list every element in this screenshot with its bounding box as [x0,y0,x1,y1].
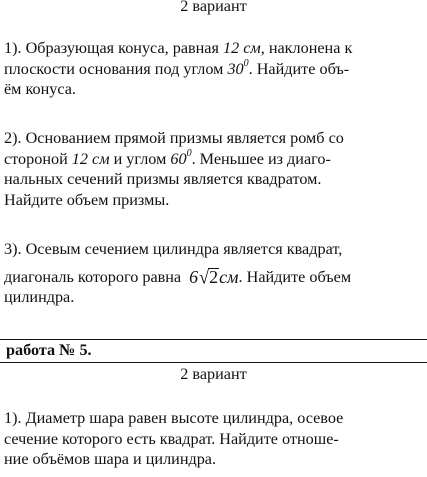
section-divider-bottom [0,362,427,363]
problem-1-line-3: ём конуса. [4,80,76,99]
square-root-icon: √ [199,266,210,288]
problem-number: 2). [4,129,22,147]
problem-number: 1). [4,39,22,57]
problem-bottom-1 [4,408,425,470]
problem-2-line-2: стороной 12 см и углом $60^0$. Меньшее из диаго- [4,148,331,168]
value-angle: 30 [227,59,244,78]
problem-number: 3). [4,240,22,258]
problem-bottom-1-line-3: ние объёмов шара и цилиндра. [4,450,217,469]
variant-heading-top: 2 вариант [180,0,247,15]
problem-1-line-1: 1). Образующая конуса, равная 12 см, наклонена к [4,39,353,57]
formula-coefficient: 6 [189,266,199,287]
problem-number: 1). [4,409,22,427]
value-length: 12 см [222,39,261,57]
problem-bottom-1-line-1: 1). Диаметр шара равен высоте цилиндра, осевое [4,409,344,427]
problem-3-line-3: цилиндра. [4,288,75,307]
problem-3-line-2: диагональ которого равна 6√2см. Найдите объем [4,266,352,288]
value-length: 12 см [71,149,110,168]
problem-2-line-4: Найдите объем призмы. [4,190,170,209]
degree-superscript: 0 [186,148,192,160]
section-header: работа № 5. [6,341,92,359]
problem-2-line-1: 2). Основанием прямой призмы является ромб со [4,129,344,147]
diagonal-formula [189,267,238,288]
problem-2 [4,128,425,210]
variant-heading-bottom: 2 вариант [180,365,247,383]
problem-1-line-2: плоскости основания под углом $30^0$. Найдите объ- [4,58,350,78]
problem-3-line-1: 3). Осевым сечением цилиндра является квадрат, [4,240,343,258]
formula-radicand: 2 [209,266,219,287]
problem-1 [4,38,425,100]
problem-3 [4,239,425,308]
problem-bottom-1-line-2: сечение которого есть квадрат. Найдите отноше- [4,429,339,448]
problem-2-line-3: нальных сечений призмы является квадратом. [4,170,322,189]
formula-unit: см [219,266,239,287]
degree-superscript: 0 [243,58,249,70]
value-angle: 60 [170,149,187,168]
